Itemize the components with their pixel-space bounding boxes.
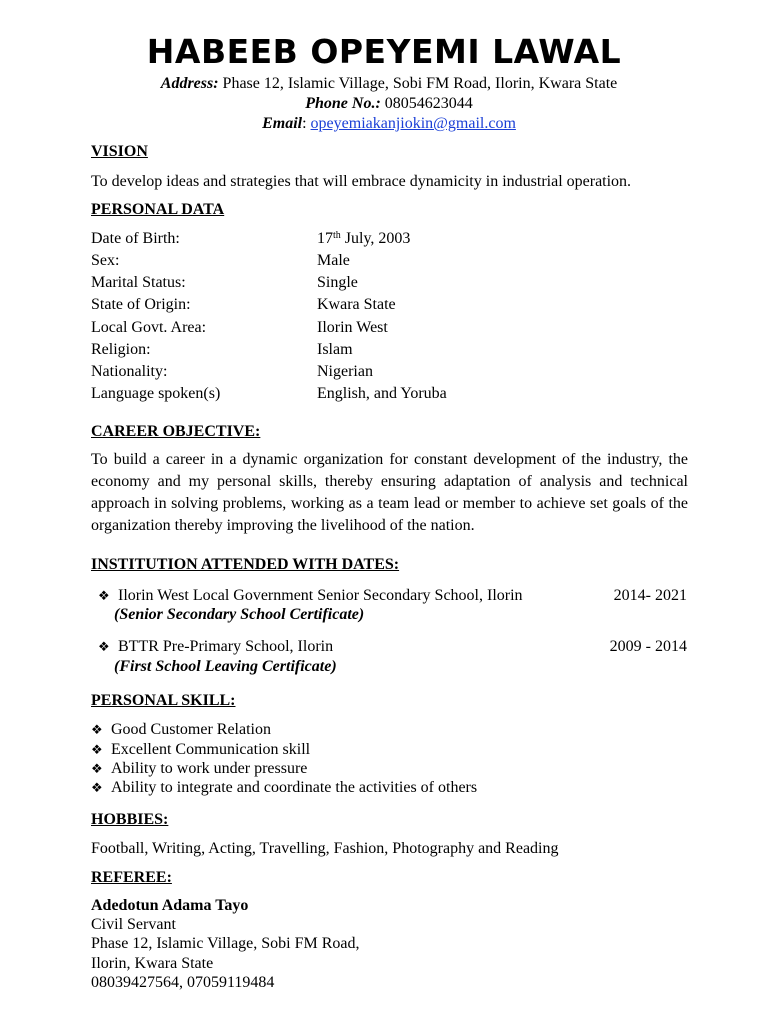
pd-value-sex: Male xyxy=(317,252,350,269)
diamond-bullet-icon: ❖ xyxy=(91,722,103,737)
pd-label-state: State of Origin: xyxy=(91,296,191,313)
institution-dates: 2014- 2021 xyxy=(613,587,687,604)
address-line xyxy=(0,74,768,93)
hobbies-text: Football, Writing, Acting, Travelling, Fashion, Photography and Reading xyxy=(91,840,559,857)
pd-label-sex: Sex: xyxy=(91,252,120,269)
pd-value-lga: Ilorin West xyxy=(317,319,388,336)
skill-item: ❖ Ability to integrate and coordinate the activities of others xyxy=(91,779,478,796)
diamond-bullet-icon: ❖ xyxy=(98,639,110,654)
vision-text: To develop ideas and strategies that will embrace dynamicity in industrial operation. xyxy=(91,173,632,190)
institution-certificate: (First School Leaving Certificate) xyxy=(114,658,337,675)
pd-value-religion: Islam xyxy=(317,341,353,358)
career-objective-heading: CAREER OBJECTIVE: xyxy=(91,423,261,440)
pd-value-nationality: Nigerian xyxy=(317,363,373,380)
pd-label-marital: Marital Status: xyxy=(91,274,186,291)
address-label: Address: xyxy=(160,75,219,92)
phone-line xyxy=(0,94,768,113)
diamond-bullet-icon: ❖ xyxy=(91,780,103,795)
pd-value-language: English, and Yoruba xyxy=(317,385,447,402)
institution-item xyxy=(98,637,333,656)
institutions-heading: INSTITUTION ATTENDED WITH DATES: xyxy=(91,556,400,573)
skill-item: ❖ Ability to work under pressure xyxy=(91,760,308,777)
institution-item xyxy=(98,586,523,605)
candidate-name: HABEEB OPEYEMI LAWAL xyxy=(146,32,622,71)
pd-label-lga: Local Govt. Area: xyxy=(91,319,207,336)
personal-data-heading: PERSONAL DATA xyxy=(91,201,225,218)
institution-name: BTTR Pre-Primary School, Ilorin xyxy=(118,638,334,655)
career-objective-text: To build a career in a dynamic organization for constant development of the industry, the economy and my personal skills, thereby ensuring adaptation of analysis and technical approach in solving problems, working as a team lead or member to achieve set goals of the organization thereby improving the livelihood of the nation. xyxy=(91,451,688,534)
diamond-bullet-icon: ❖ xyxy=(91,761,103,776)
vision-heading: VISION xyxy=(91,143,148,160)
pd-label-language: Language spoken(s) xyxy=(91,385,221,402)
pd-value-marital: Single xyxy=(317,274,358,291)
referee-phone: 08039427564, 07059119484 xyxy=(91,974,275,991)
referee-occupation: Civil Servant xyxy=(91,916,176,933)
phone-label: Phone No.: xyxy=(305,95,381,112)
pd-value-state: Kwara State xyxy=(317,296,396,313)
diamond-bullet-icon: ❖ xyxy=(98,588,110,603)
pd-label-religion: Religion: xyxy=(91,341,151,358)
personal-skill-heading: PERSONAL SKILL: xyxy=(91,692,236,709)
institution-dates: 2009 - 2014 xyxy=(609,638,687,655)
skill-item: ❖ Good Customer Relation xyxy=(91,721,271,738)
skill-item: ❖ Excellent Communication skill xyxy=(91,741,311,758)
hobbies-heading: HOBBIES: xyxy=(91,811,169,828)
email-link[interactable]: opeyemiakanjiokin@gmail.com xyxy=(310,115,516,132)
email-line: Email: opeyemiakanjiokin@gmail.com xyxy=(262,115,516,132)
referee-address-line-1: Phase 12, Islamic Village, Sobi FM Road, xyxy=(91,935,360,952)
email-label: Email xyxy=(262,115,303,132)
diamond-bullet-icon: ❖ xyxy=(91,742,103,757)
address-value: Phase 12, Islamic Village, Sobi FM Road, Ilorin, Kwara State xyxy=(222,75,618,92)
phone-value: 08054623044 xyxy=(384,95,473,112)
referee-address-line-2: Ilorin, Kwara State xyxy=(91,955,214,972)
institution-name: Ilorin West Local Government Senior Secondary School, Ilorin xyxy=(118,587,523,604)
referee-heading: REFEREE: xyxy=(91,869,172,886)
pd-label-nationality: Nationality: xyxy=(91,363,168,380)
institution-certificate: (Senior Secondary School Certificate) xyxy=(114,606,365,623)
pd-value-dob: 17th July, 2003 xyxy=(317,230,411,247)
pd-label-dob: Date of Birth: xyxy=(91,230,180,247)
referee-name: Adedotun Adama Tayo xyxy=(91,897,249,914)
